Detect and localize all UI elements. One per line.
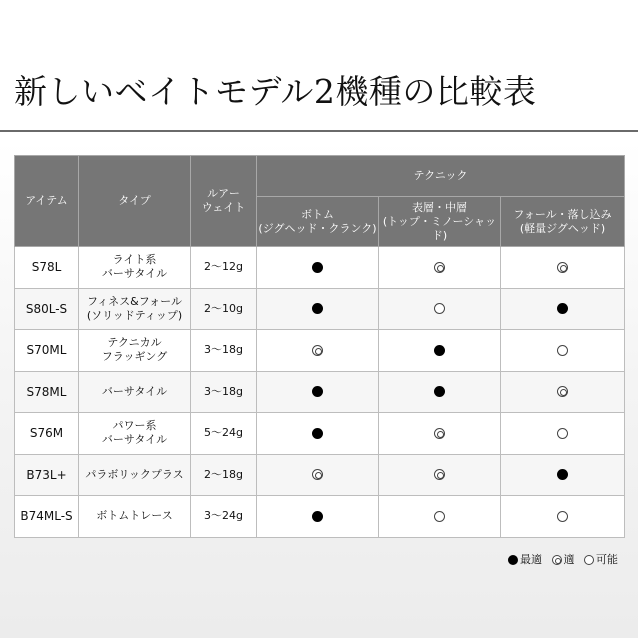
surface-rating-cell [379, 330, 501, 372]
type-line: フィネス&フォール [87, 294, 182, 308]
filled-circle-icon [434, 345, 445, 356]
header-bottom-line1: ボトム [301, 207, 334, 221]
legend-ok [584, 551, 618, 567]
type-line: バーサタイル [101, 433, 168, 447]
weight-cell: 2～10g [191, 288, 257, 330]
legend-best-label: 最適 [520, 553, 542, 566]
double-circle-icon [434, 262, 445, 273]
item-cell: S70ML [15, 330, 79, 372]
double-circle-icon [434, 428, 445, 439]
bottom-rating-cell [257, 454, 379, 496]
surface-rating-cell [379, 454, 501, 496]
table-row [15, 496, 625, 538]
filled-circle-icon [508, 555, 518, 565]
fall-rating-cell [501, 371, 625, 413]
header-lure-weight-line1: ルアー [207, 187, 240, 200]
item-cell: B74ML-S [15, 496, 79, 538]
header-surface [379, 197, 501, 247]
comparison-table [14, 155, 625, 538]
type-line: テクニカル [107, 336, 162, 350]
fall-rating-cell [501, 454, 625, 496]
header-type: タイプ [79, 156, 191, 247]
type-line: パラボリックプラス [85, 467, 184, 481]
type-line: パワー系 [112, 419, 157, 433]
header-bottom-line2: (ジグヘッド・クランク) [258, 221, 377, 235]
header-lure-weight [191, 156, 257, 247]
type-line: ライト系 [112, 253, 157, 267]
filled-circle-icon [557, 303, 568, 314]
type-line: バーサタイル [101, 267, 168, 281]
table-row [15, 247, 625, 289]
double-circle-icon [552, 555, 562, 565]
legend-good [552, 551, 575, 567]
type-cell [79, 247, 191, 289]
title-divider [0, 130, 638, 132]
item-cell: B73L+ [15, 454, 79, 496]
filled-circle-icon [434, 386, 445, 397]
filled-circle-icon [312, 386, 323, 397]
legend-ok-label: 可能 [596, 553, 618, 566]
weight-cell: 2～12g [191, 247, 257, 289]
fall-rating-cell [501, 288, 625, 330]
table-row [15, 330, 625, 372]
item-cell: S78ML [15, 371, 79, 413]
header-lure-weight-line2: ウェイト [201, 201, 246, 214]
type-line: (ソリッドティップ) [86, 308, 183, 322]
bottom-rating-cell [257, 413, 379, 455]
double-circle-icon [312, 469, 323, 480]
type-cell [79, 496, 191, 538]
page-title: 新しいベイトモデル2機種の比較表 [14, 72, 537, 111]
header-fall-line2: (軽量ジグヘッド) [519, 221, 606, 235]
filled-circle-icon [557, 469, 568, 480]
header-technique: テクニック [257, 156, 625, 197]
surface-rating-cell [379, 247, 501, 289]
bottom-rating-cell [257, 247, 379, 289]
double-circle-icon [434, 469, 445, 480]
surface-rating-cell [379, 496, 501, 538]
type-cell [79, 413, 191, 455]
type-line: バーサタイル [101, 384, 168, 398]
header-fall [501, 197, 625, 247]
type-cell [79, 371, 191, 413]
header-surface-line2: (トップ・ミノーシャッド) [382, 214, 497, 242]
bottom-rating-cell [257, 330, 379, 372]
fall-rating-cell [501, 413, 625, 455]
surface-rating-cell [379, 413, 501, 455]
legend [502, 551, 618, 567]
filled-circle-icon [312, 428, 323, 439]
open-circle-icon [557, 428, 568, 439]
weight-cell: 3～18g [191, 330, 257, 372]
header-item: アイテム [15, 156, 79, 247]
type-cell [79, 454, 191, 496]
surface-rating-cell [379, 288, 501, 330]
header-bottom [257, 197, 379, 247]
fall-rating-cell [501, 330, 625, 372]
type-line: フラッギング [101, 350, 168, 364]
legend-good-label: 適 [563, 553, 575, 566]
bottom-rating-cell [257, 496, 379, 538]
type-cell [79, 288, 191, 330]
type-cell [79, 330, 191, 372]
open-circle-icon [434, 511, 445, 522]
table-row [15, 288, 625, 330]
weight-cell: 3～24g [191, 496, 257, 538]
open-circle-icon [557, 345, 568, 356]
bottom-rating-cell [257, 371, 379, 413]
header-surface-line1: 表層・中層 [412, 200, 467, 214]
table-row [15, 413, 625, 455]
fall-rating-cell [501, 247, 625, 289]
open-circle-icon [557, 511, 568, 522]
open-circle-icon [434, 303, 445, 314]
filled-circle-icon [312, 262, 323, 273]
surface-rating-cell [379, 371, 501, 413]
table-row [15, 371, 625, 413]
double-circle-icon [557, 386, 568, 397]
double-circle-icon [557, 262, 568, 273]
weight-cell: 2～18g [191, 454, 257, 496]
item-cell: S78L [15, 247, 79, 289]
header-fall-line1: フォール・落し込み [513, 207, 612, 221]
type-line: ボトムトレース [96, 509, 173, 523]
bottom-rating-cell [257, 288, 379, 330]
item-cell: S76M [15, 413, 79, 455]
weight-cell: 5～24g [191, 413, 257, 455]
open-circle-icon [584, 555, 594, 565]
legend-best [508, 551, 542, 567]
weight-cell: 3～18g [191, 371, 257, 413]
table-row [15, 454, 625, 496]
double-circle-icon [312, 345, 323, 356]
filled-circle-icon [312, 303, 323, 314]
filled-circle-icon [312, 511, 323, 522]
fall-rating-cell [501, 496, 625, 538]
item-cell: S80L-S [15, 288, 79, 330]
